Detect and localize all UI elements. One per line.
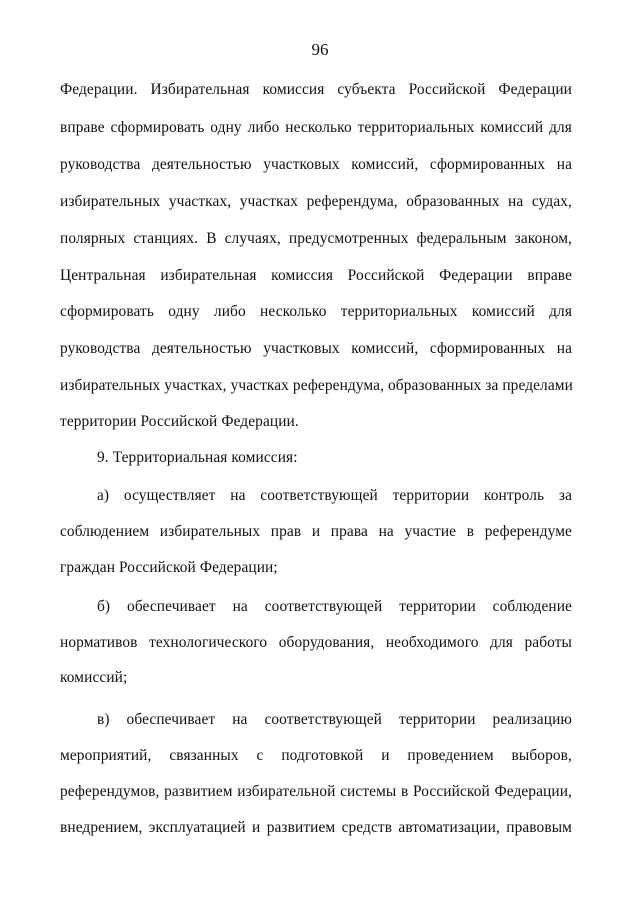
page-number: 96 [311,40,329,59]
text-line: граждан Российской Федерации; [60,559,278,576]
text-line: полярных станциях. В случаях, предусмотренных федеральным законом, [60,230,572,247]
text-line: избирательных участках, участках референдума, образованных за пределами [60,377,573,394]
text-line: территории Российской Федерации. [60,413,299,430]
text-line: вправе сформировать одну либо несколько территориальных комиссий для [60,119,572,136]
text-line: мероприятий, связанных с подготовкой и проведением выборов, [60,747,572,764]
list-item-v: в) обеспечивает на соответствующей территории реализацию [97,711,572,728]
text-line: руководства деятельностью участковых комиссий, сформированных на [60,156,572,173]
text-line: сформировать одну либо несколько территориальных комиссий для [60,303,572,320]
text-line: избирательных участках, участках референдума, образованных на судах, [60,193,572,210]
text-line: соблюдением избирательных прав и права на участие в референдуме [60,523,572,540]
text-line: комиссий; [60,669,128,686]
text-line: Федерации. Избирательная комиссия субъекта Российской Федерации [60,81,572,98]
text-line: Центральная избирательная комиссия Российской Федерации вправе [60,267,572,284]
list-item-b: б) обеспечивает на соответствующей территории соблюдение [97,598,572,615]
text-line: внедрением, эксплуатацией и развитием средств автоматизации, правовым [60,819,572,836]
text-line: референдумов, развитием избирательной системы в Российской Федерации, [60,783,572,800]
list-item-a: а) осуществляет на соответствующей территории контроль за [97,487,572,504]
text-line: руководства деятельностью участковых комиссий, сформированных на [60,340,572,357]
section-heading: 9. Территориальная комиссия: [97,449,298,466]
text-line: нормативов технологического оборудования, необходимого для работы [60,634,572,651]
